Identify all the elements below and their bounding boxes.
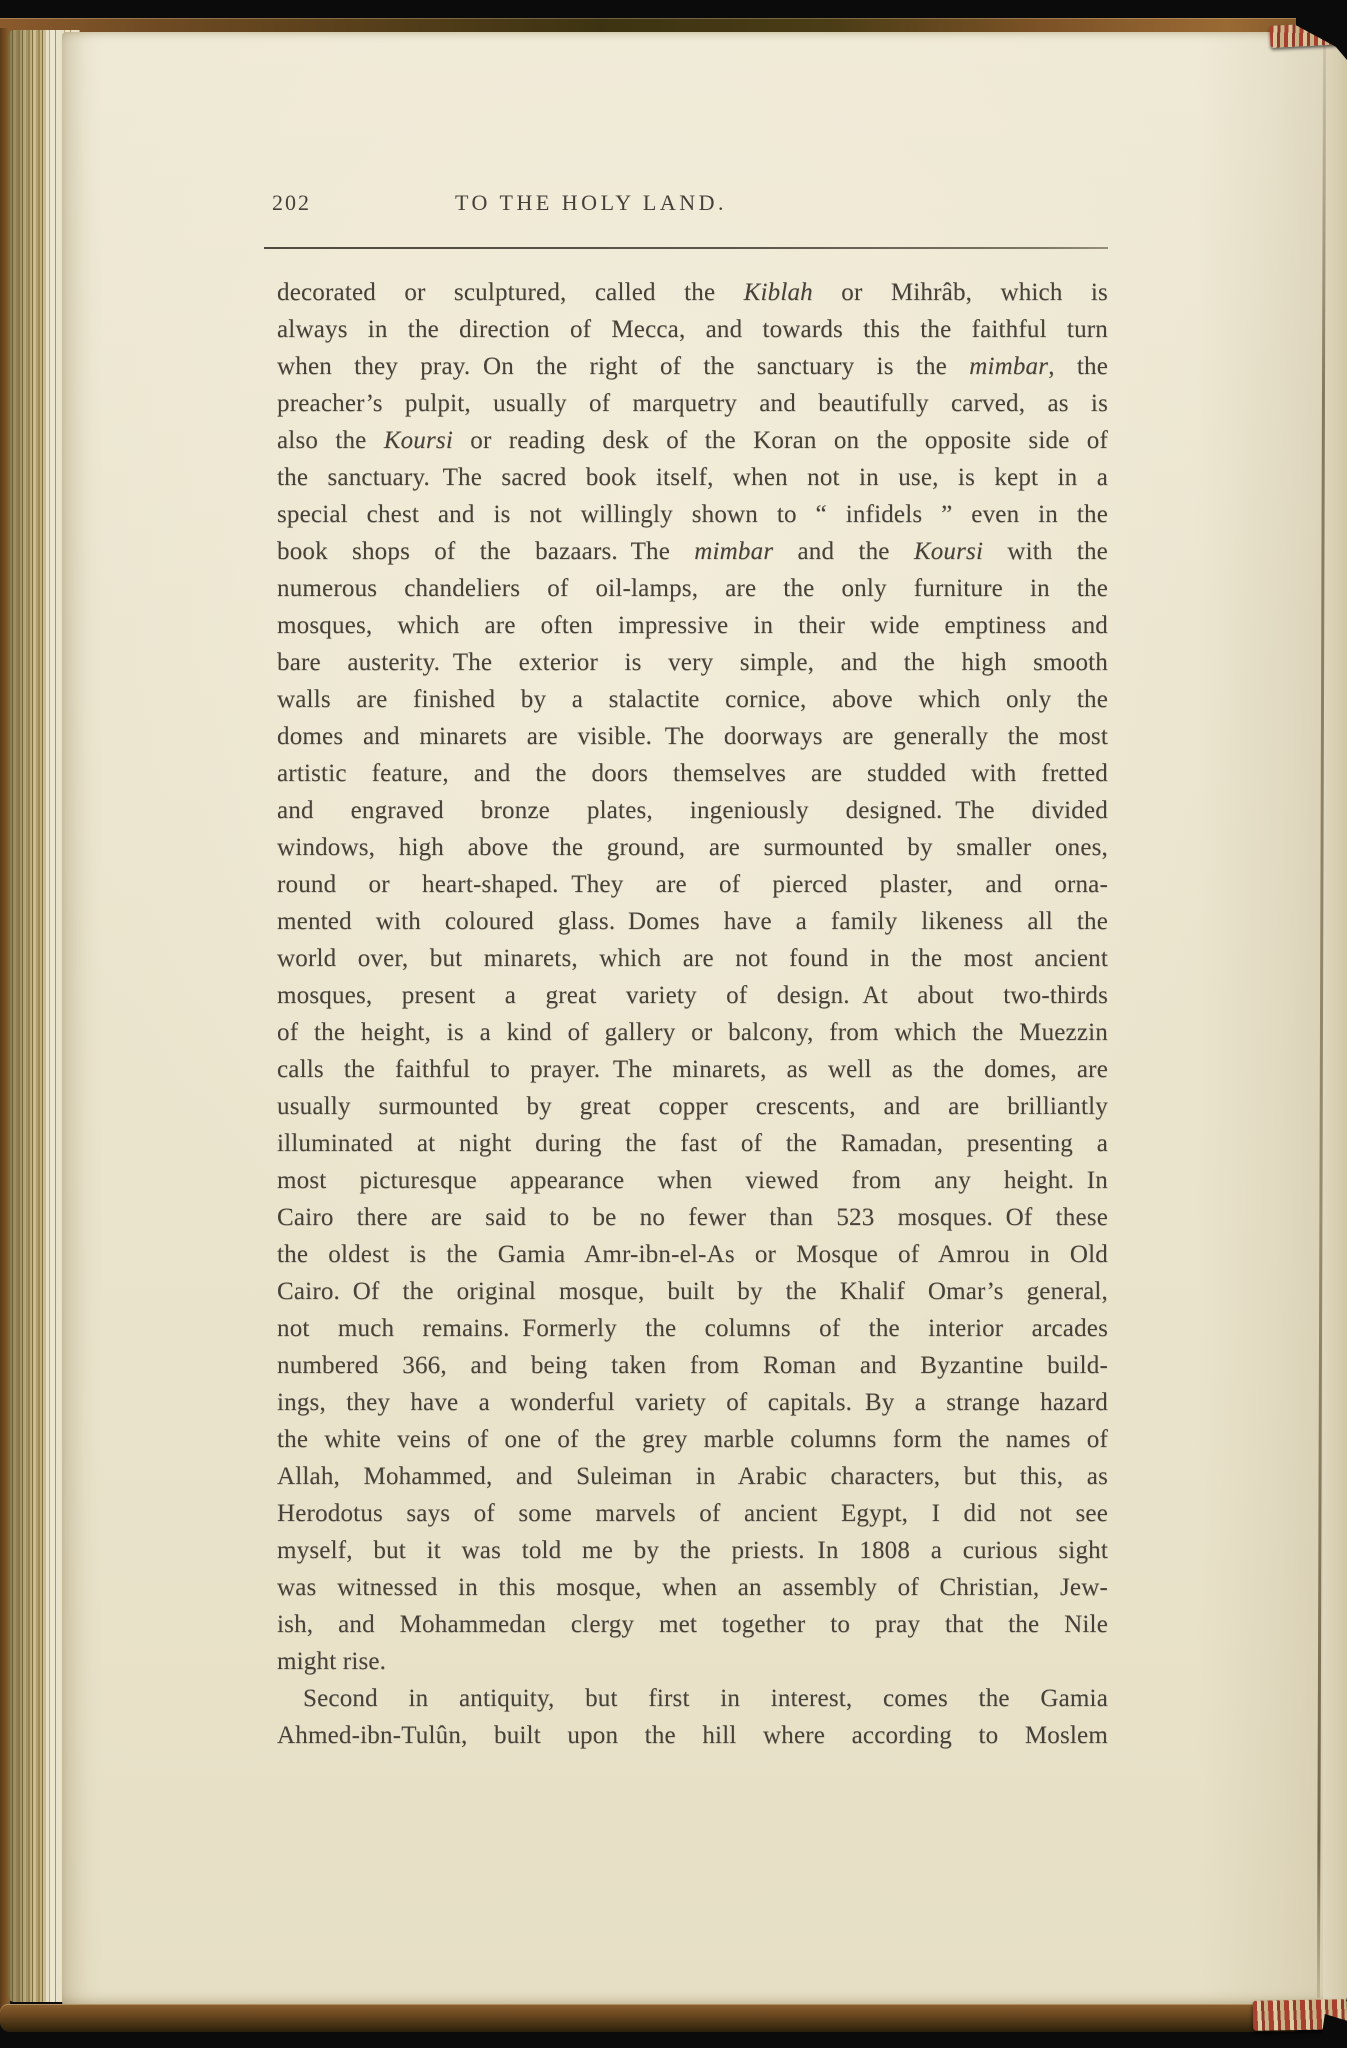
page-number: 202 [272, 190, 311, 215]
text-line: ish, and Mohammedan clergy met together to pray that the Nile [277, 1611, 1108, 1638]
text-line: decorated or sculptured, called the Kiblah or Mihrâb, which is [277, 279, 1108, 306]
text-line: preacher’s pulpit, usually of marquetry and beautifully carved, as is [277, 390, 1108, 417]
text-line: the oldest is the Gamia Amr-ibn-el-As or Mosque of Amrou in Old [277, 1241, 1108, 1268]
text-line: and engraved bronze plates, ingeniously designed. The divided [277, 797, 1108, 824]
text-line: Allah, Mohammed, and Suleiman in Arabic characters, but this, as [277, 1463, 1108, 1490]
text-line: numbered 366, and being taken from Roman and Byzantine build- [277, 1352, 1108, 1379]
text-line: bare austerity. The exterior is very simple, and the high smooth [277, 649, 1108, 676]
text-line: might rise. [277, 1648, 387, 1675]
book-cover-bottom-edge [0, 2004, 1300, 2032]
text-line: domes and minarets are visible. The doorways are generally the most [277, 723, 1108, 750]
text-line: numerous chandeliers of oil-lamps, are the only furniture in the [277, 575, 1108, 602]
text-line: mosques, present a great variety of design. At about two-thirds [277, 982, 1108, 1009]
text-line: also the Koursi or reading desk of the Koran on the opposite side of [277, 427, 1108, 454]
text-line: of the height, is a kind of gallery or balcony, from which the Muezzin [277, 1019, 1108, 1046]
text-line: calls the faithful to prayer. The minarets, as well as the domes, are [277, 1056, 1108, 1083]
text-line: the white veins of one of the grey marble columns form the names of [277, 1426, 1108, 1453]
text-line: round or heart-shaped. They are of pierced plaster, and orna- [277, 871, 1108, 898]
text-line: artistic feature, and the doors themselves are studded with fretted [277, 760, 1108, 787]
text-line: usually surmounted by great copper crescents, and are brilliantly [277, 1093, 1108, 1120]
text-line: world over, but minarets, which are not found in the most ancient [277, 945, 1108, 972]
text-line: most picturesque appearance when viewed from any height. In [277, 1167, 1108, 1194]
text-line: the sanctuary. The sacred book itself, when not in use, is kept in a [277, 464, 1108, 491]
text-line: not much remains. Formerly the columns of the interior arcades [277, 1315, 1108, 1342]
text-line: Cairo. Of the original mosque, built by the Khalif Omar’s general, [277, 1278, 1108, 1305]
text-line: windows, high above the ground, are surmounted by smaller ones, [277, 834, 1108, 861]
text-line: illuminated at night during the fast of the Ramadan, presenting a [277, 1130, 1108, 1157]
running-header: TO THE HOLY LAND. [455, 190, 727, 215]
text-line: always in the direction of Mecca, and towards this the faithful turn [277, 316, 1108, 343]
text-line: special chest and is not willingly shown to “ infidels ” even in the [277, 501, 1108, 528]
text-line: mosques, which are often impressive in their wide emptiness and [277, 612, 1108, 639]
book-page [62, 32, 1347, 2006]
text-line: Second in antiquity, but first in interest, comes the Gamia [303, 1685, 1108, 1712]
text-line: walls are finished by a stalactite cornice, above which only the [277, 686, 1108, 713]
text-line: book shops of the bazaars. The mimbar and the Koursi with the [277, 538, 1108, 565]
text-line: Ahmed-ibn-Tulûn, built upon the hill where according to Moslem [277, 1722, 1108, 1749]
header-rule [264, 247, 1108, 249]
text-line: myself, but it was told me by the priests. In 1808 a curious sight [277, 1537, 1108, 1564]
text-line: Cairo there are said to be no fewer than 523 mosques. Of these [277, 1204, 1108, 1231]
text-line: ings, they have a wonderful variety of capitals. By a strange hazard [277, 1389, 1108, 1416]
body-text [277, 274, 1108, 1754]
text-line: mented with coloured glass. Domes have a family likeness all the [277, 908, 1108, 935]
text-line: Herodotus says of some marvels of ancient Egypt, I did not see [277, 1500, 1108, 1527]
text-line: was witnessed in this mosque, when an assembly of Christian, Jew- [277, 1574, 1108, 1601]
text-line: when they pray. On the right of the sanctuary is the mimbar, the [277, 353, 1108, 380]
